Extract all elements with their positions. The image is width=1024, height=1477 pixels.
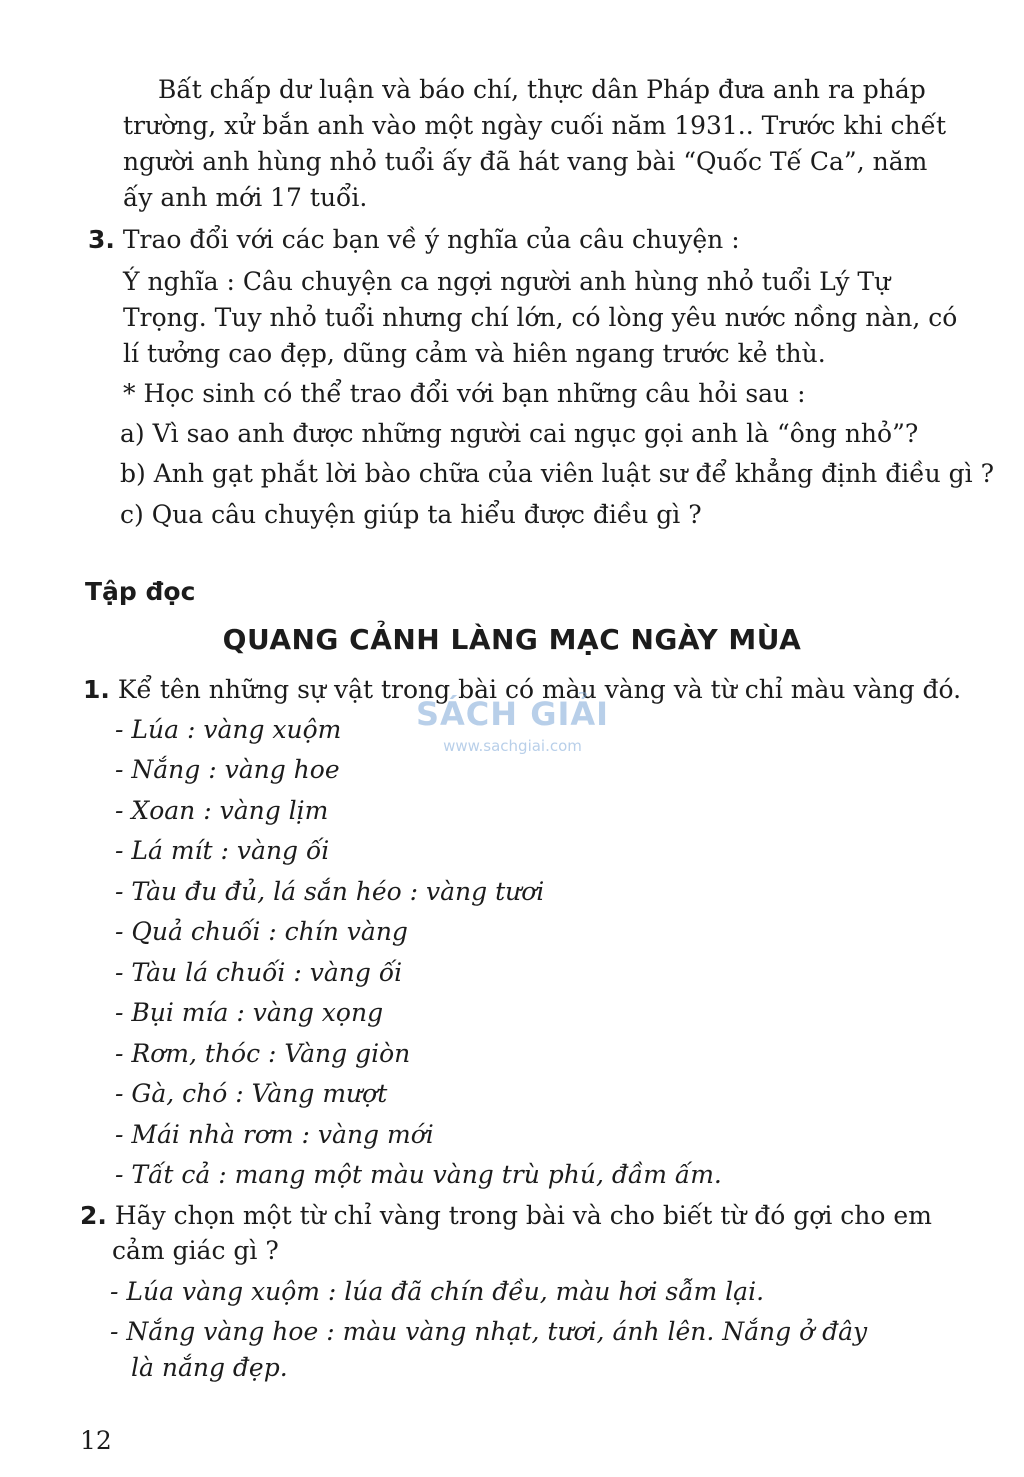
section-label: Tập đọc	[85, 577, 196, 606]
list-item: - Lúa : vàng xuộm	[115, 715, 342, 744]
watermark-logo: SÁCH GIẢI	[415, 695, 610, 733]
list-item: - Xoan : vàng lịm	[115, 796, 329, 825]
question-text: Kể tên những sự vật trong bài có màu vàng và từ chỉ màu vàng đó.	[117, 675, 962, 704]
watermark	[410, 692, 615, 756]
answer-item-continued: là nắng đẹp.	[131, 1353, 288, 1382]
watermark-url: www.sachgiai.com	[443, 737, 582, 755]
list-item: - Lá mít : vàng ối	[115, 836, 330, 865]
subquestion-a: a) Vì sao anh được những người cai ngục gọi anh là “ông nhỏ”?	[120, 419, 919, 448]
list-item: - Rơm, thóc : Vàng giòn	[115, 1039, 411, 1068]
list-item: - Tàu đu đủ, lá sắn héo : vàng tươi	[115, 877, 545, 906]
lesson-title: QUANG CẢNH LÀNG MẠC NGÀY MÙA	[222, 623, 802, 656]
list-item: - Mái nhà rơm : vàng mới	[115, 1120, 434, 1149]
paragraph-line: Bất chấp dư luận và báo chí, thực dân Pháp đưa anh ra pháp	[158, 75, 926, 104]
note-line: * Học sinh có thể trao đổi với bạn những câu hỏi sau :	[123, 379, 806, 408]
question-2	[80, 1198, 932, 1233]
meaning-line: Trọng. Tuy nhỏ tuổi nhưng chí lớn, có lòng yêu nước nồng nàn, có	[123, 303, 958, 332]
list-item: - Nắng : vàng hoe	[115, 755, 340, 784]
meaning-line: Ý nghĩa : Câu chuyện ca ngợi người anh hùng nhỏ tuổi Lý Tự	[123, 267, 891, 296]
question-number: 2.	[80, 1201, 107, 1230]
question-number: 1.	[83, 675, 110, 704]
list-item: - Quả chuối : chín vàng	[115, 917, 408, 946]
question-text: Hãy chọn một từ chỉ vàng trong bài và cho biết từ đó gợi cho em	[114, 1201, 932, 1230]
list-item: - Gà, chó : Vàng mượt	[115, 1079, 388, 1108]
paragraph-line: trường, xử bắn anh vào một ngày cuối năm 1931.. Trước khi chết	[123, 111, 947, 140]
subquestion-c: c) Qua câu chuyện giúp ta hiểu được điều gì ?	[120, 500, 702, 529]
list-item: - Bụi mía : vàng xọng	[115, 998, 384, 1027]
subquestion-b: b) Anh gạt phắt lời bào chữa của viên luật sư để khẳng định điều gì ?	[120, 459, 995, 488]
answer-item: - Lúa vàng xuộm : lúa đã chín đều, màu hơi sẫm lại.	[110, 1277, 765, 1306]
list-item: - Tàu lá chuối : vàng ối	[115, 958, 403, 987]
question-number: 3.	[88, 225, 115, 254]
question-text-continued: cảm giác gì ?	[112, 1236, 279, 1265]
answer-item: - Nắng vàng hoe : màu vàng nhạt, tươi, ánh lên. Nắng ở đây	[110, 1317, 868, 1346]
question-3	[88, 222, 740, 257]
question-text: Trao đổi với các bạn về ý nghĩa của câu chuyện :	[122, 225, 740, 254]
paragraph-line: ấy anh mới 17 tuổi.	[123, 183, 368, 212]
paragraph-line: người anh hùng nhỏ tuổi ấy đã hát vang bài “Quốc Tế Ca”, năm	[123, 147, 928, 176]
page-number: 12	[80, 1426, 112, 1455]
meaning-line: lí tưởng cao đẹp, dũng cảm và hiên ngang trước kẻ thù.	[123, 339, 826, 368]
list-item: - Tất cả : mang một màu vàng trù phú, đầm ấm.	[115, 1160, 722, 1189]
